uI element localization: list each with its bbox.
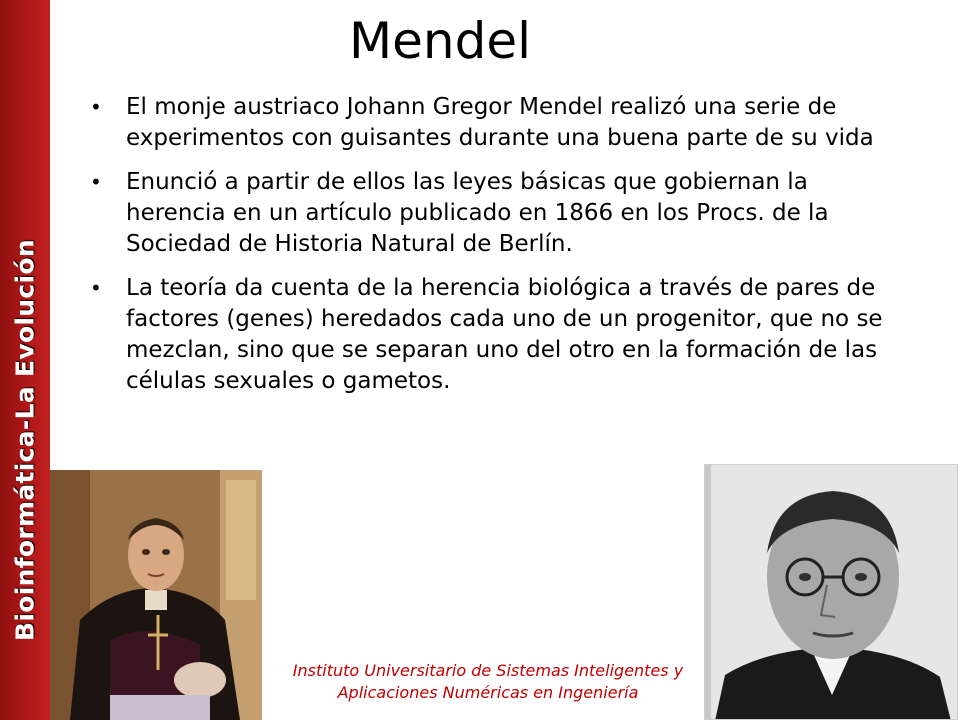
bullet-item bbox=[88, 167, 908, 260]
footer-line-1: Instituto Universitario de Sistemas Inteligentes y bbox=[292, 661, 684, 680]
bullet-marker: • bbox=[90, 170, 102, 194]
sidebar-title: Bioinformática-La Evolución bbox=[10, 239, 40, 641]
institution-footer bbox=[282, 660, 694, 704]
bullet-list bbox=[88, 92, 908, 410]
slide-title: Mendel bbox=[349, 12, 531, 70]
footer-line-2: Aplicaciones Numéricas en Ingeniería bbox=[337, 683, 639, 702]
sidebar-band bbox=[0, 0, 50, 720]
bullet-marker: • bbox=[90, 276, 102, 300]
bullet-text: La teoría da cuenta de la herencia biológica a través de pares de factores (genes) heredados cada uno de un progenitor, que no se mezclan, sino que se separan uno del otro en la formación de las células sexuales o gametos. bbox=[126, 275, 883, 394]
bullet-item bbox=[88, 273, 908, 397]
photo-portrait-image bbox=[704, 464, 958, 720]
painted-portrait-image bbox=[50, 470, 262, 720]
bullet-text: El monje austriaco Johann Gregor Mendel realizó una serie de experimentos con guisantes durante una buena parte de su vida bbox=[126, 94, 874, 151]
bullet-item bbox=[88, 92, 908, 154]
bullet-marker: • bbox=[90, 95, 102, 119]
bullet-text: Enunció a partir de ellos las leyes básicas que gobiernan la herencia en un artículo publicado en 1866 en los Procs. de la Sociedad de Historia Natural de Berlín. bbox=[126, 169, 829, 257]
